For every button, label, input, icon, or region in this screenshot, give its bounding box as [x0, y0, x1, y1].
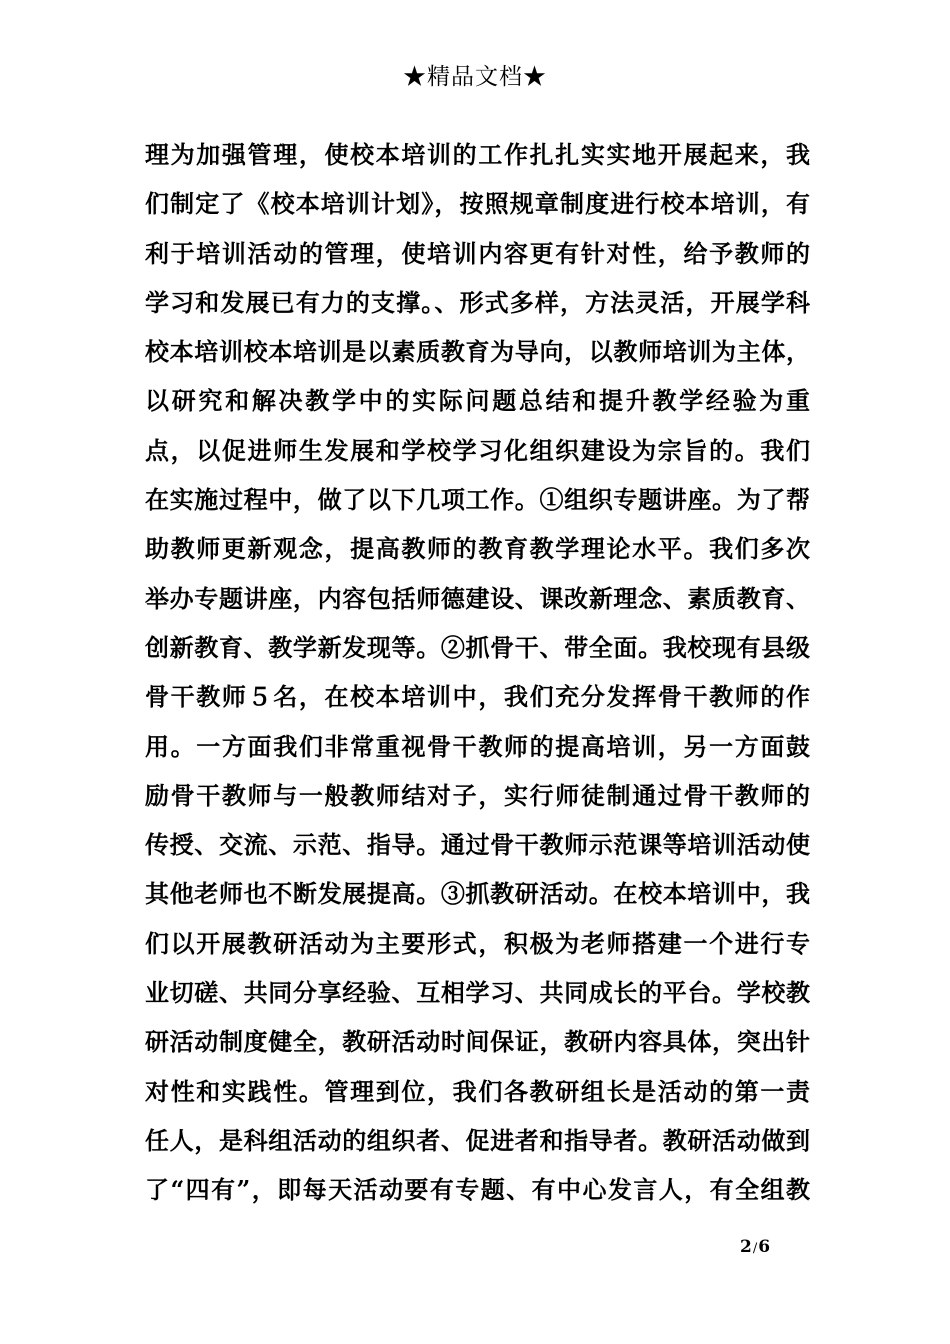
body-line: 举办专题讲座，内容包括师德建设、课改新理念、素质教育、: [145, 583, 810, 613]
body-line: 其他老师也不断发展提高。③抓教研活动。在校本培训中，我: [145, 879, 810, 909]
body-line: 任人，是科组活动的组织者、促进者和指导者。教研活动做到: [145, 1125, 810, 1155]
body-line: 励骨干教师与一般教师结对子，实行师徒制通过骨干教师的: [145, 780, 810, 810]
body-line: 点，以促进师生发展和学校学习化组织建设为宗旨的。我们: [145, 435, 810, 465]
page-separator: /: [752, 1241, 758, 1256]
document-header-title: ★精品文档★: [403, 64, 547, 90]
current-page-number: 2: [740, 1237, 752, 1257]
body-line: 们以开展教研活动为主要形式，积极为老师搭建一个进行专: [145, 928, 810, 958]
body-line: 助教师更新观念，提高教师的教育教学理论水平。我们多次: [145, 534, 810, 564]
body-line: 对性和实践性。管理到位，我们各教研组长是活动的第一责: [145, 1076, 810, 1106]
body-line: 利于培训活动的管理，使培训内容更有针对性，给予教师的: [145, 238, 810, 268]
total-page-count: 6: [758, 1237, 771, 1257]
body-line: 们制定了《校本培训计划》，按照规章制度进行校本培训，有: [145, 189, 810, 219]
document-body: [145, 130, 810, 1215]
body-line: 学习和发展已有力的支撑。、形式多样，方法灵活，开展学科: [145, 287, 810, 317]
body-line: 业切磋、共同分享经验、互相学习、共同成长的平台。学校教: [145, 978, 810, 1008]
body-line: 创新教育、教学新发现等。②抓骨干、带全面。我校现有县级: [145, 632, 810, 662]
body-line: 用。一方面我们非常重视骨干教师的提高培训，另一方面鼓: [145, 731, 810, 761]
page-number: [740, 1235, 770, 1261]
body-line: 理为加强管理，使校本培训的工作扎扎实实地开展起来，我: [145, 140, 810, 169]
body-line: 传授、交流、示范、指导。通过骨干教师示范课等培训活动使: [145, 830, 810, 860]
body-line: 骨干教师５名，在校本培训中，我们充分发挥骨干教师的作: [145, 682, 810, 712]
body-line: 研活动制度健全，教研活动时间保证，教研内容具体，突出针: [145, 1027, 810, 1057]
body-line: 了“四有”，即每天活动要有专题、有中心发言人，有全组教: [145, 1175, 810, 1205]
body-line: 在实施过程中，做了以下几项工作。①组织专题讲座。为了帮: [145, 485, 810, 515]
body-line: 校本培训校本培训是以素质教育为导向，以教师培训为主体，: [145, 337, 810, 367]
body-line: 以研究和解决教学中的实际问题总结和提升教学经验为重: [145, 386, 810, 416]
